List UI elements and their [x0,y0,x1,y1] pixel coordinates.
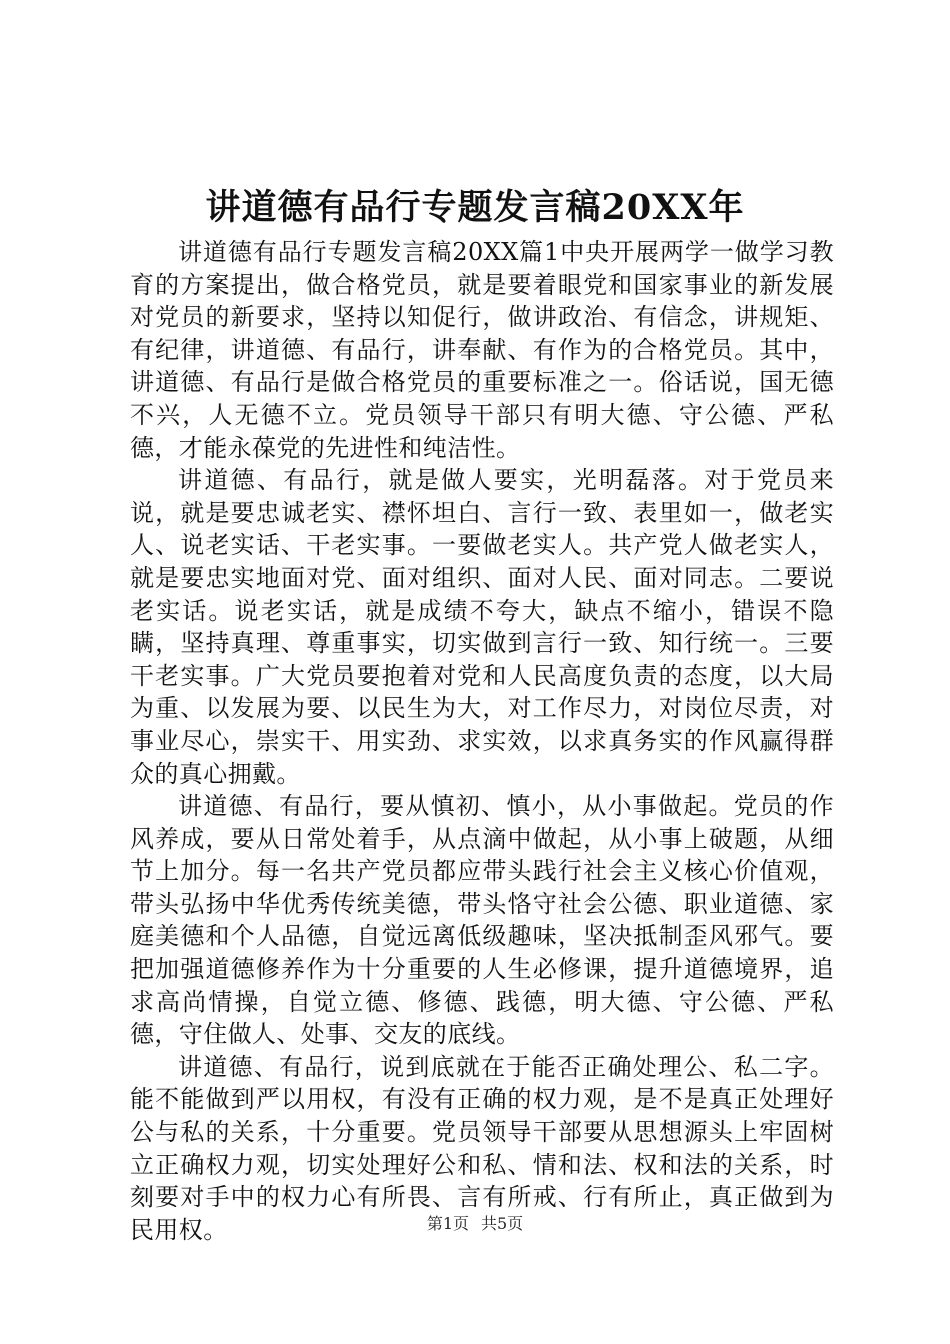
paragraph-4: 讲道德、有品行，说到底就在于能否正确处理公、私二字。能不能做到严以用权，有没有正确的权力观，是不是真正处理好公与私的关系，十分重要。党员领导干部要从思想源头上牢固树立正确权力观，切实处理好公和私、情和法、权和法的关系，时刻要对手中的权力心有所畏、言有所戒、行有所止，真正做到为民用权。 [130,1052,834,1244]
page-footer [0,1213,950,1235]
paragraph-3: 讲道德、有品行，要从慎初、慎小，从小事做起。党员的作风养成，要从日常处着手，从点滴中做起，从小事上破题，从细节上加分。每一名共产党员都应带头践行社会主义核心价值观，带头弘扬中华优秀传统美德，带头恪守社会公德、职业道德、家庭美德和个人品德，自觉远离低级趣味，坚决抵制歪风邪气。要把加强道德修养作为十分重要的人生必修课，提升道德境界，追求高尚情操，自觉立德、修德、践德，明大德、守公德、严私德，守住做人、处事、交友的底线。 [130,792,834,1049]
document-body [130,236,834,1246]
paragraph-2: 讲道德、有品行，就是做人要实，光明磊落。对于党员来说，就是要忠诚老实、襟怀坦白、言行一致、表里如一，做老实人、说老实话、干老实事。一要做老实人。共产党人做老实人，就是要忠实地面对党、面对组织、面对人民、面对同志。二要说老实话。说老实话，就是成绩不夸大，缺点不缩小，错误不隐瞒，坚持真理、尊重事实，切实做到言行一致、知行统一。三要干老实事。广大党员要抱着对党和人民高度负责的态度，以大局为重、以发展为要、以民生为大，对工作尽力，对岗位尽责，对事业尽心，崇实干、用实劲、求实效，以求真务实的作风赢得群众的真心拥戴。 [130,466,834,788]
document-title: 讲道德有品行专题发言稿20XX年 [205,187,745,228]
page-number: 第1页 [426,1214,469,1233]
page-total: 共5页 [481,1214,524,1233]
paragraph-1: 讲道德有品行专题发言稿20XX篇1中央开展两学一做学习教育的方案提出，做合格党员，就是要着眼党和国家事业的新发展对党员的新要求，坚持以知促行，做讲政治、有信念，讲规矩、有纪律，讲道德、有品行，讲奉献、有作为的合格党员。其中，讲道德、有品行是做合格党员的重要标准之一。俗话说，国无德不兴，人无德不立。党员领导干部只有明大德、守公德、严私德，才能永葆党的先进性和纯洁性。 [130,238,834,462]
